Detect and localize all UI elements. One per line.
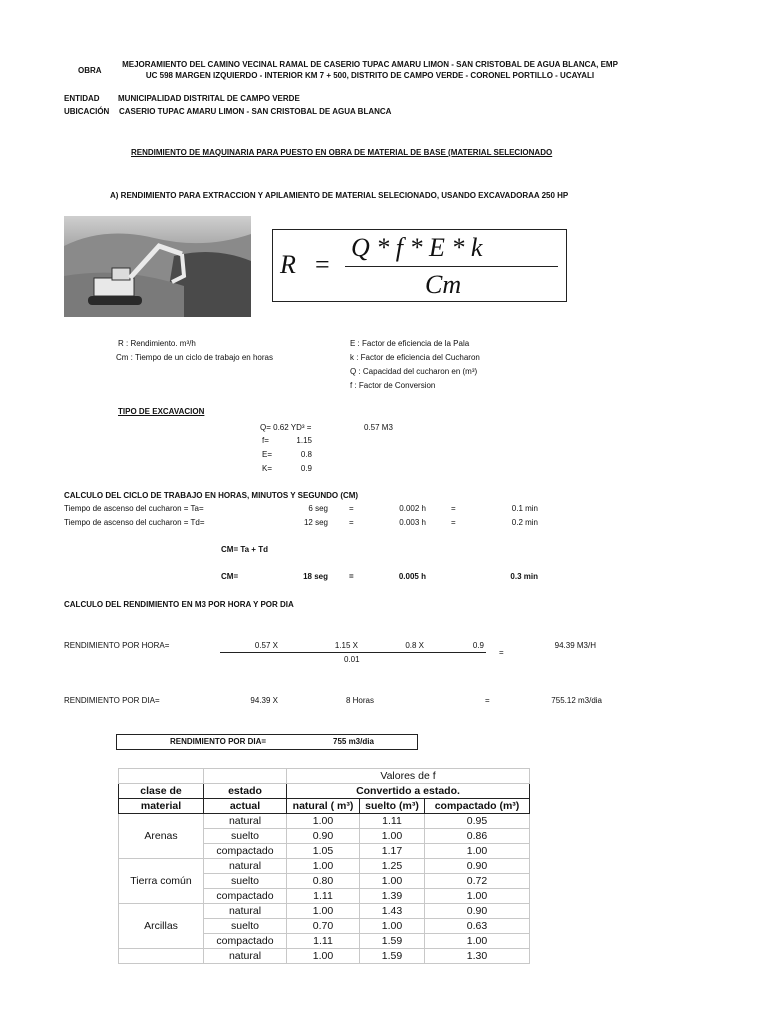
estado-cell: compactado — [204, 889, 287, 904]
estado-cell: compactado — [204, 844, 287, 859]
material-cell — [119, 859, 204, 874]
legend-k: k : Factor de eficiencia del Cucharon — [350, 353, 480, 362]
summary-box — [116, 734, 418, 750]
summary-value: 755 m3/dia — [333, 737, 374, 746]
hora-result: 94.39 M3/H — [554, 641, 596, 650]
entidad-value: MUNICIPALIDAD DISTRITAL DE CAMPO VERDE — [118, 94, 300, 103]
estado-cell: suelto — [204, 874, 287, 889]
table-row — [119, 889, 530, 904]
hora-label: RENDIMIENTO POR HORA= — [64, 641, 170, 650]
ciclo-row1-h: 0.002 h — [399, 504, 426, 513]
cm-min: 0.3 min — [510, 572, 538, 581]
suelto-cell: 1.00 — [360, 874, 425, 889]
ciclo-row2-eq2: = — [451, 518, 456, 527]
hora-denominator: 0.01 — [344, 655, 360, 664]
compactado-cell: 1.30 — [425, 949, 530, 964]
obra-line-1: MEJORAMIENTO DEL CAMINO VECINAL RAMAL DE CASERIO TUPAC AMARU LIMON - SAN CRISTOBAL DE AGUA BLANCA, EMP — [122, 60, 618, 69]
e-value: 0.8 — [300, 450, 312, 459]
q-value: 0.57 M3 — [364, 423, 393, 432]
dia-eq: = — [485, 696, 490, 705]
formula-divider — [345, 266, 558, 267]
ciclo-row2-label: Tiempo de ascenso del cucharon = Td= — [64, 518, 205, 527]
formula-denominator: Cm — [425, 270, 462, 299]
compactado-cell: 0.63 — [425, 919, 530, 934]
suelto-cell: 1.17 — [360, 844, 425, 859]
hora-q: 0.57 X — [254, 641, 278, 650]
ciclo-row2-eq1: = — [349, 518, 354, 527]
estado-cell: natural — [204, 859, 287, 874]
cm-h: 0.005 h — [398, 572, 426, 581]
excavacion-title: TIPO DE EXCAVACION — [118, 407, 205, 416]
natural-cell: 1.05 — [287, 844, 360, 859]
f-value: 1.15 — [296, 436, 312, 445]
natural-cell: 0.70 — [287, 919, 360, 934]
table-row — [119, 874, 530, 889]
k-value: 0.9 — [300, 464, 312, 473]
natural-cell: 1.11 — [287, 889, 360, 904]
estado-cell: suelto — [204, 829, 287, 844]
natural-cell: 0.80 — [287, 874, 360, 889]
suelto-cell: 1.59 — [360, 934, 425, 949]
table-row — [119, 919, 530, 934]
compactado-cell: 1.00 — [425, 844, 530, 859]
ciclo-row2-h: 0.003 h — [399, 518, 426, 527]
dia-label: RENDIMIENTO POR DIA= — [64, 696, 160, 705]
header-compactado: compactado (m³) — [425, 799, 530, 814]
natural-cell: 1.11 — [287, 934, 360, 949]
factor-table — [118, 768, 530, 964]
factor-body — [119, 814, 530, 964]
compactado-cell: 1.00 — [425, 889, 530, 904]
material-cell — [119, 814, 204, 829]
dia-a: 94.39 X — [250, 696, 278, 705]
table-row — [119, 904, 530, 919]
legend-f: f : Factor de Conversion — [350, 381, 436, 390]
table-row — [119, 949, 530, 964]
ciclo-row1-label: Tiempo de ascenso del cucharon = Ta= — [64, 504, 204, 513]
hora-k: 0.9 — [472, 641, 484, 650]
material-cell — [119, 844, 204, 859]
material-cell — [119, 889, 204, 904]
compactado-cell: 0.90 — [425, 904, 530, 919]
table-row — [119, 829, 530, 844]
ciclo-title: CALCULO DEL CICLO DE TRABAJO EN HORAS, MINUTOS Y SEGUNDO (CM) — [64, 491, 359, 500]
header-material-1: clase de — [119, 784, 204, 799]
f-label: f= — [262, 436, 269, 445]
estado-cell: natural — [204, 904, 287, 919]
hora-fraction-line — [220, 652, 486, 653]
compactado-cell: 1.00 — [425, 934, 530, 949]
legend-r: R : Rendimiento. m³/h — [118, 339, 196, 348]
table-row — [119, 814, 530, 829]
dia-b: 8 Horas — [345, 696, 374, 705]
legend-q: Q : Capacidad del cucharon en (m³) — [350, 367, 478, 376]
natural-cell: 1.00 — [287, 859, 360, 874]
compactado-cell: 0.90 — [425, 859, 530, 874]
compactado-cell: 0.72 — [425, 874, 530, 889]
material-cell — [119, 949, 204, 964]
cm-eq: = — [349, 572, 354, 581]
suelto-cell: 1.43 — [360, 904, 425, 919]
ciclo-row1-eq1: = — [349, 504, 354, 513]
ciclo-row2-min: 0.2 min — [511, 518, 538, 527]
material-cell: Tierra común — [119, 874, 204, 889]
k-label: K= — [262, 464, 273, 473]
section-a-title: A) RENDIMIENTO PARA EXTRACCION Y APILAMIENTO DE MATERIAL SELECIONADO, USANDO EXCAVADORAA 250 HP — [110, 191, 569, 200]
header-convertido: Convertido a estado. — [287, 784, 530, 799]
obra-label: OBRA — [78, 66, 102, 75]
page-title: RENDIMIENTO DE MAQUINARIA PARA PUESTO EN OBRA DE MATERIAL DE BASE (MATERIAL SELECIONADO — [131, 148, 553, 157]
header-suelto: suelto (m³) — [360, 799, 425, 814]
formula-equals: = — [315, 250, 330, 279]
suelto-cell: 1.59 — [360, 949, 425, 964]
hora-f: 1.15 X — [334, 641, 358, 650]
suelto-cell: 1.00 — [360, 919, 425, 934]
estado-cell: suelto — [204, 919, 287, 934]
formula-numerator: Q * f * E * k — [351, 233, 483, 262]
ciclo-row2-seg: 12 seg — [303, 518, 328, 527]
ciclo-row1-min: 0.1 min — [511, 504, 538, 513]
excavator-icon — [64, 216, 251, 317]
hora-eq: = — [499, 648, 504, 657]
table-caption: Valores de f — [287, 769, 530, 784]
suelto-cell: 1.00 — [360, 829, 425, 844]
estado-cell: compactado — [204, 934, 287, 949]
material-cell: Arenas — [119, 829, 204, 844]
header-estado-2: actual — [204, 799, 287, 814]
hora-e: 0.8 X — [405, 641, 424, 650]
compactado-cell: 0.95 — [425, 814, 530, 829]
table-row — [119, 934, 530, 949]
legend-e: E : Factor de eficiencia de la Pala — [350, 339, 470, 348]
estado-cell: natural — [204, 949, 287, 964]
compactado-cell: 0.86 — [425, 829, 530, 844]
natural-cell: 1.00 — [287, 814, 360, 829]
formula-lhs: R — [280, 250, 296, 279]
cm-formula: CM= Ta + Td — [221, 545, 268, 554]
material-cell: Arcillas — [119, 919, 204, 934]
entidad-label: ENTIDAD — [64, 94, 100, 103]
natural-cell: 0.90 — [287, 829, 360, 844]
suelto-cell: 1.39 — [360, 889, 425, 904]
material-cell — [119, 904, 204, 919]
ciclo-row1-eq2: = — [451, 504, 456, 513]
header-material-2: material — [119, 799, 204, 814]
obra-line-2: UC 598 MARGEN IZQUIERDO - INTERIOR KM 7 + 500, DISTRITO DE CAMPO VERDE - CORONEL PORTILLO - UCAYALI — [145, 71, 595, 80]
q-label: Q= 0.62 YD³ = — [260, 423, 312, 432]
table-row — [119, 859, 530, 874]
material-cell — [119, 934, 204, 949]
natural-cell: 1.00 — [287, 904, 360, 919]
ubicacion-value: CASERIO TUPAC AMARU LIMON - SAN CRISTOBAL DE AGUA BLANCA — [119, 107, 392, 116]
header-natural: natural ( m³) — [287, 799, 360, 814]
rendimiento-title: CALCULO DEL RENDIMIENTO EN M3 POR HORA Y POR DIA — [64, 600, 294, 609]
ciclo-row1-seg: 6 seg — [308, 504, 328, 513]
excavator-photo — [64, 216, 251, 317]
summary-label: RENDIMIENTO POR DIA= — [170, 737, 267, 746]
suelto-cell: 1.25 — [360, 859, 425, 874]
suelto-cell: 1.11 — [360, 814, 425, 829]
cm-seg: 18 seg — [303, 572, 328, 581]
e-label: E= — [262, 450, 273, 459]
ubicacion-label: UBICACIÓN — [64, 107, 110, 116]
dia-result: 755.12 m3/dia — [551, 696, 602, 705]
estado-cell: natural — [204, 814, 287, 829]
legend-cm: Cm : Tiempo de un ciclo de trabajo en horas — [116, 353, 273, 362]
table-row — [119, 844, 530, 859]
natural-cell: 1.00 — [287, 949, 360, 964]
formula-box — [272, 229, 567, 302]
cm-label: CM= — [221, 572, 239, 581]
header-estado-1: estado — [204, 784, 287, 799]
